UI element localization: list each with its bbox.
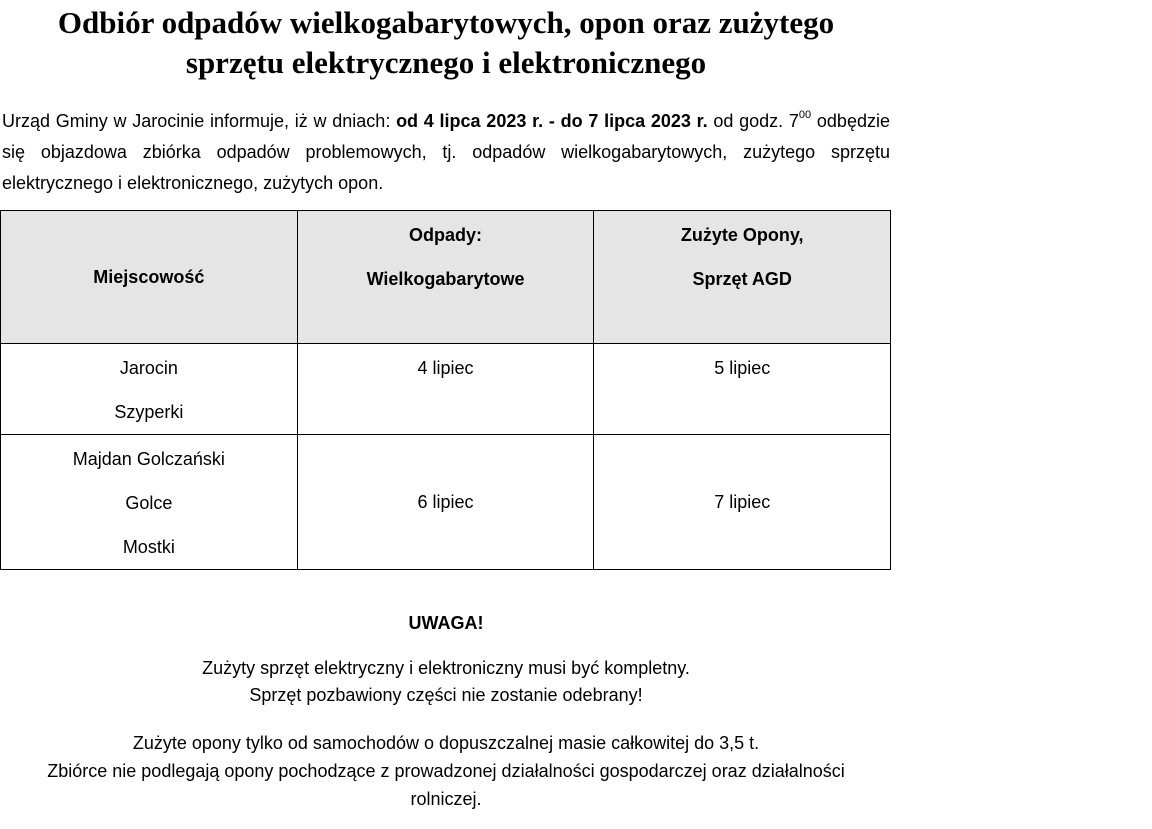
- header-locality-label: Miejscowość: [93, 267, 205, 287]
- locality: Majdan Golczański: [72, 449, 225, 469]
- page-title: [0, 0, 892, 83]
- date-value: 6 lipiec: [417, 492, 474, 512]
- locality: Golce: [125, 493, 173, 513]
- header-tires-line-2: Sprzęt AGD: [692, 269, 792, 289]
- locality: Jarocin: [119, 358, 178, 378]
- collection-dates: od 4 lipca 2023 r. - do 7 lipca 2023 r.: [396, 111, 708, 131]
- locality: Szyperki: [114, 402, 184, 422]
- title-line-1: Odbiór odpadów wielkogabarytowych, opon oraz zużytego: [57, 5, 835, 40]
- header-bulky-waste: [297, 211, 594, 344]
- row-1-localities: [1, 344, 298, 435]
- table-header-row: [1, 211, 891, 344]
- time-minutes: 00: [798, 109, 812, 121]
- locality: Mostki: [122, 537, 175, 557]
- header-locality: [1, 211, 298, 344]
- intro-text-3: odbędzie się objazdowa zbiórka odpadów problemowych, tj. odpadów wielkogabarytowych, zużytego sprzętu elektrycznego i elektronicznego, zużytych opon.: [2, 111, 890, 193]
- row-1-bulky-date: [297, 344, 594, 435]
- header-tires-appliances: [594, 211, 891, 344]
- header-bulky-line-1: Odpady:: [409, 225, 483, 245]
- table-row: [1, 435, 891, 570]
- row-2-tires-date: [594, 435, 891, 570]
- intro-text-1: Urząd Gminy w Jarocinie informuje, iż w dniach:: [2, 111, 397, 131]
- title-line-2: sprzętu elektrycznego i elektronicznego: [185, 45, 707, 80]
- intro-paragraph: [2, 106, 890, 199]
- row-1-tires-date: [594, 344, 891, 435]
- intro-text-2: od godz. 7: [707, 111, 799, 131]
- header-tires-line-1: Zużyte Opony,: [680, 225, 804, 245]
- notice-electronics-line-2: Sprzęt pozbawiony części nie zostanie odebrany!: [249, 685, 643, 705]
- notice-tires-line-3: rolniczej.: [410, 789, 482, 809]
- date-value: 4 lipiec: [417, 358, 474, 378]
- notice-electronics: [0, 655, 892, 709]
- schedule-table: [0, 210, 891, 570]
- date-value: 5 lipiec: [714, 358, 771, 378]
- notice-tires-line-2: Zbiórce nie podlegają opony pochodzące z prowadzonej działalności gospodarczej oraz działalności: [47, 761, 845, 781]
- row-2-localities: [1, 435, 298, 570]
- notice-electronics-line-1: Zużyty sprzęt elektryczny i elektroniczny musi być kompletny.: [202, 658, 690, 678]
- row-2-bulky-date: [297, 435, 594, 570]
- notice-heading: UWAGA!: [408, 613, 484, 633]
- notice-tires-line-1: Zużyte opony tylko od samochodów o dopuszczalnej masie całkowitej do 3,5 t.: [132, 733, 760, 753]
- date-value: 7 lipiec: [714, 492, 771, 512]
- header-bulky-line-2: Wielkogabarytowe: [366, 269, 525, 289]
- notice-tires: [0, 729, 892, 813]
- table-row: [1, 344, 891, 435]
